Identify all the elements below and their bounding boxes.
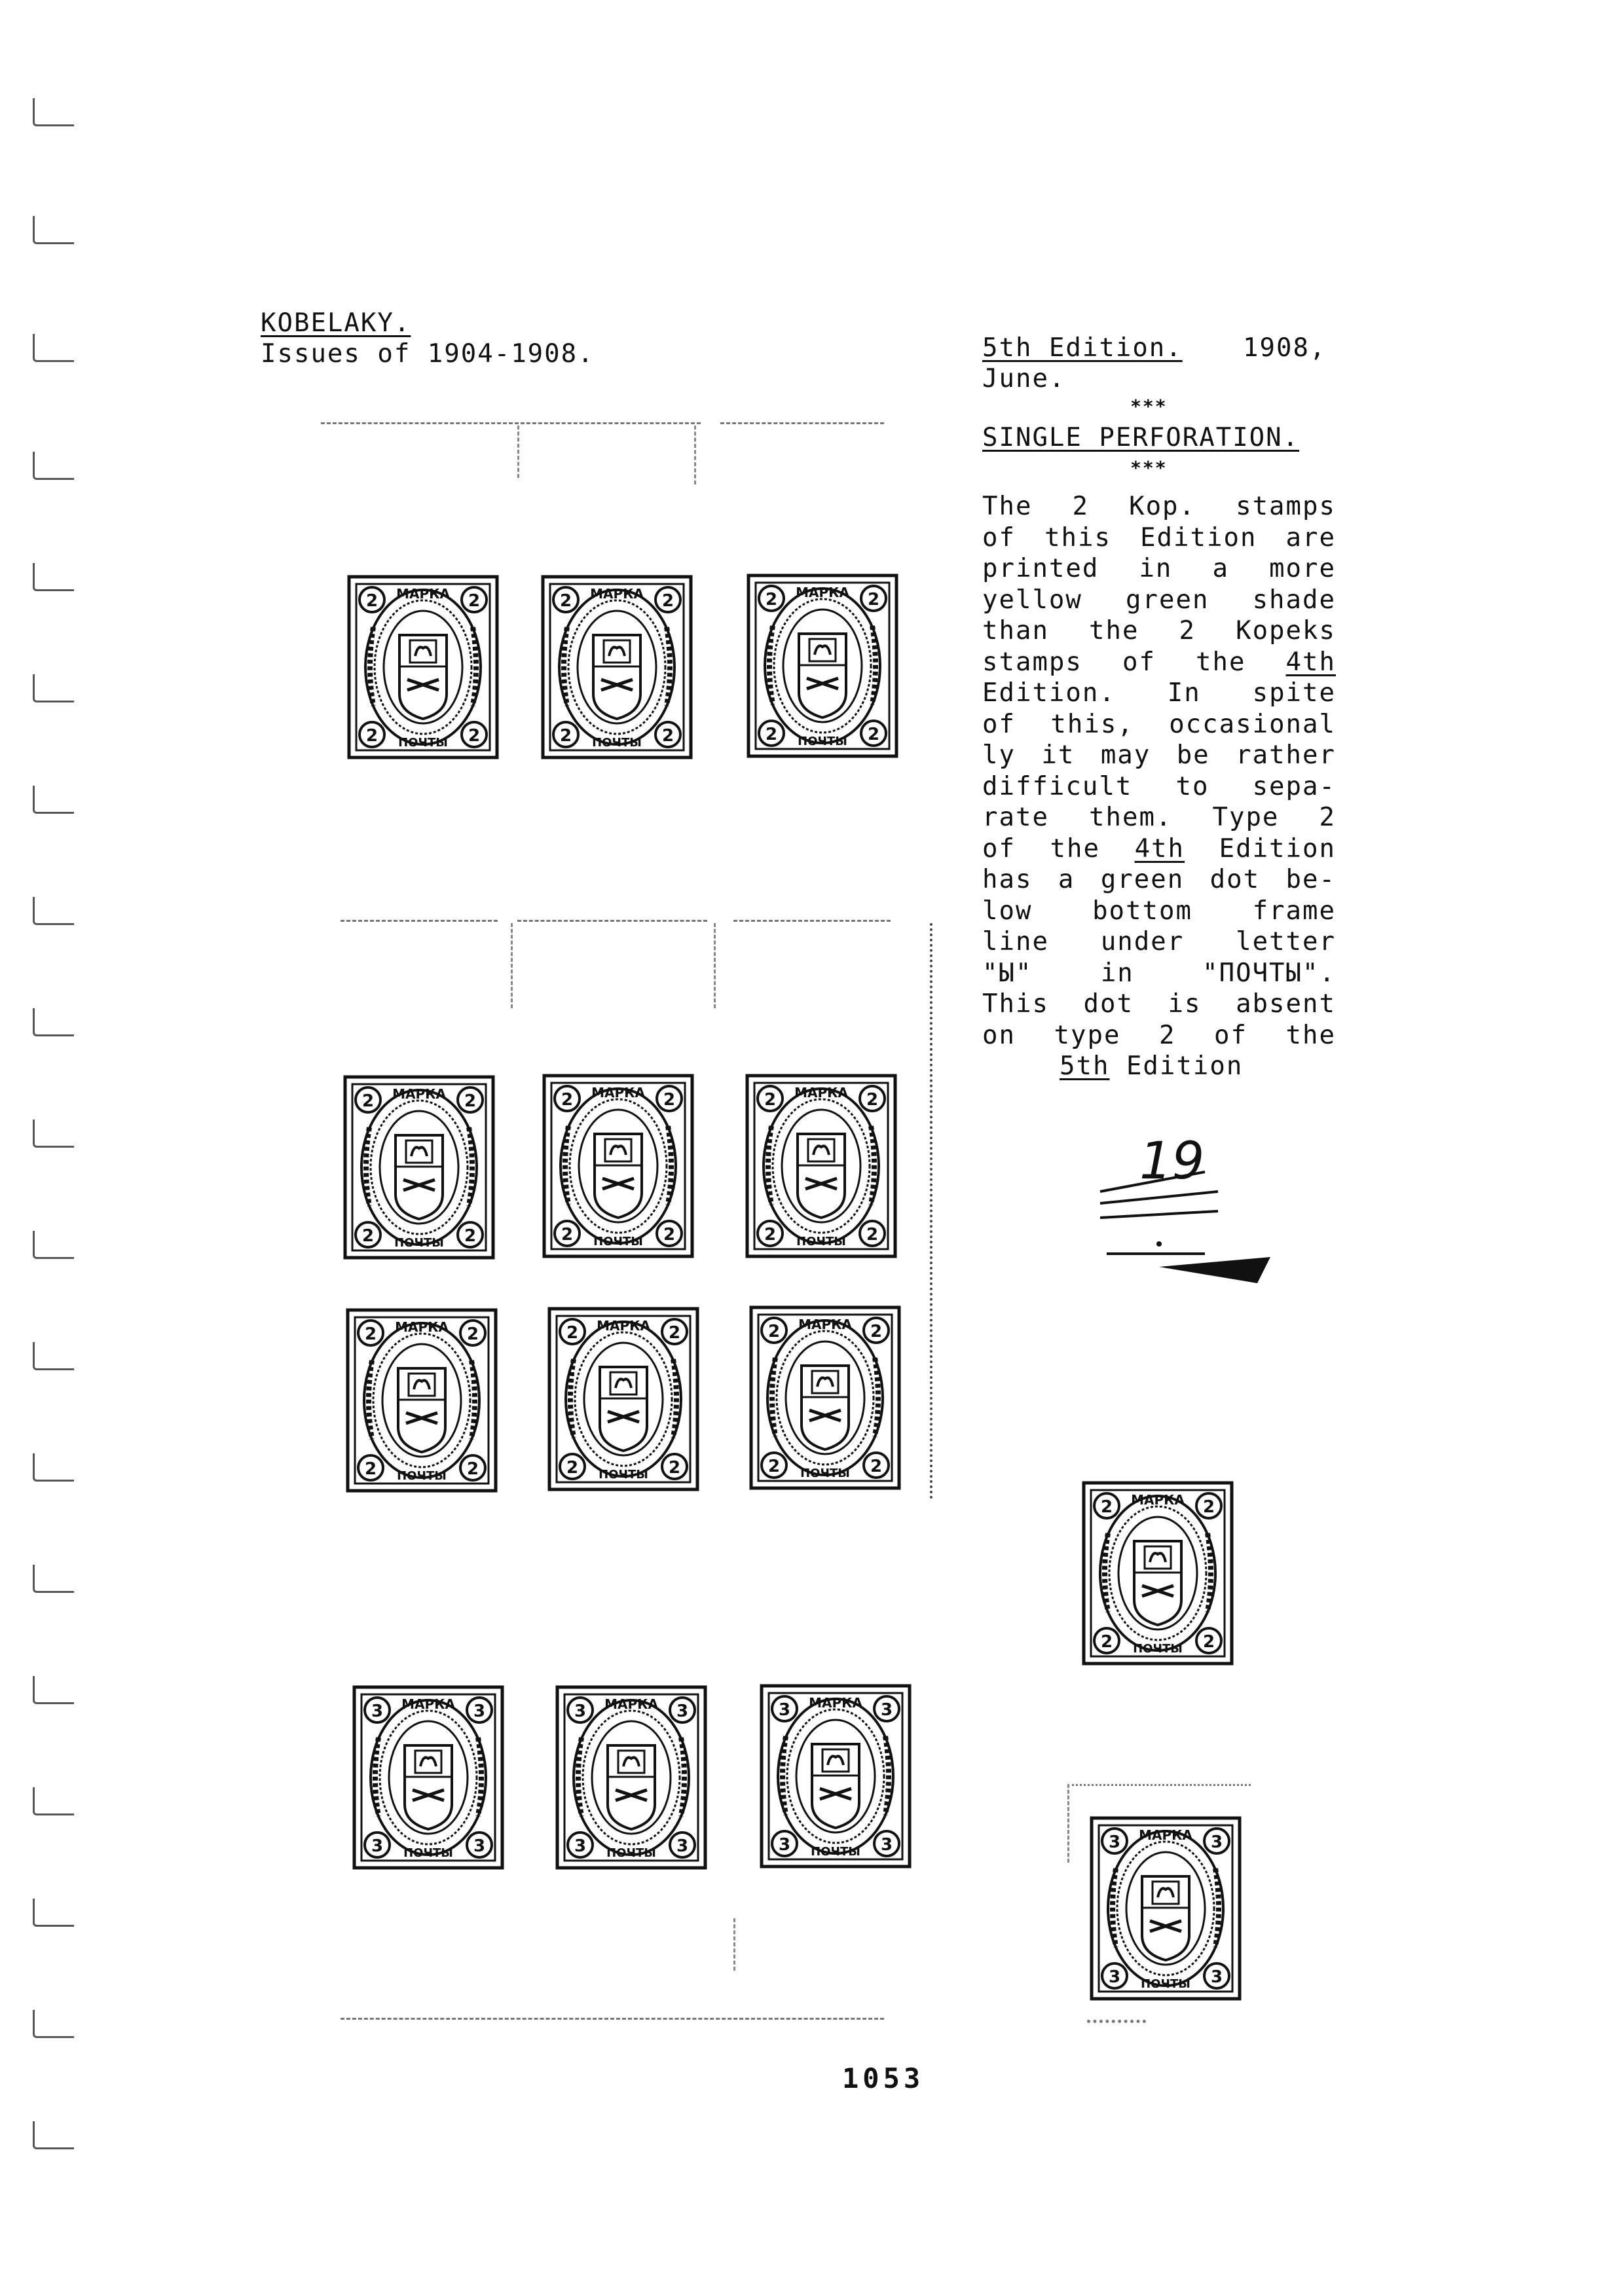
binder-mark: [33, 334, 74, 362]
svg-text:3: 3: [676, 1836, 689, 1856]
stamp-image: [745, 1074, 897, 1258]
stamp-image: [542, 1074, 694, 1258]
stamp: [343, 1075, 495, 1260]
svg-text:МАРКА: МАРКА: [604, 1696, 658, 1712]
page-title: KOBELAKY.: [261, 308, 411, 338]
sheet-edge: [720, 422, 884, 424]
svg-text:ПОЧТЫ: ПОЧТЫ: [796, 1235, 846, 1248]
svg-text:2: 2: [663, 1090, 676, 1110]
binder-mark: [33, 1342, 74, 1370]
svg-text:ПОЧТЫ: ПОЧТЫ: [1141, 1977, 1190, 1991]
svg-text:2: 2: [361, 1226, 375, 1246]
edition-month: June.: [982, 364, 1066, 393]
svg-text:МАРКА: МАРКА: [809, 1695, 862, 1711]
binder-mark: [33, 897, 74, 925]
svg-text:2: 2: [1202, 1632, 1215, 1652]
svg-text:3: 3: [676, 1702, 689, 1721]
binder-mark: [33, 2010, 74, 2038]
svg-text:2: 2: [561, 1090, 574, 1110]
svg-text:2: 2: [668, 1323, 681, 1343]
stamp-image: [1090, 1816, 1242, 2001]
sheet-edge: [341, 920, 498, 922]
svg-text:МАРКА: МАРКА: [796, 585, 849, 600]
perforation-edge: [1067, 1784, 1251, 1786]
description-line: on type 2 of the: [982, 1020, 1336, 1050]
binder-mark: [33, 452, 74, 480]
svg-text:ПОЧТЫ: ПОЧТЫ: [599, 1468, 648, 1482]
svg-text:2: 2: [561, 1225, 574, 1245]
stamp: [1090, 1816, 1242, 2001]
svg-text:2: 2: [764, 1225, 777, 1245]
sheet-edge: [694, 426, 696, 484]
stamp-image: [352, 1685, 504, 1870]
svg-text:2: 2: [765, 725, 778, 744]
stars-divider: ***: [1130, 457, 1168, 479]
sheet-edge: [1067, 1784, 1069, 1863]
perforation-heading: SINGLE PERFORATION.: [982, 423, 1300, 452]
svg-text:ПОЧТЫ: ПОЧТЫ: [403, 1846, 453, 1860]
svg-text:3: 3: [1210, 1967, 1223, 1987]
svg-text:3: 3: [880, 1700, 893, 1720]
svg-text:2: 2: [566, 1323, 579, 1343]
svg-text:МАРКА: МАРКА: [597, 1318, 650, 1334]
svg-text:2: 2: [866, 1225, 879, 1245]
sheet-edge: [511, 923, 513, 1008]
svg-text:3: 3: [1210, 1832, 1223, 1852]
svg-text:2: 2: [364, 1459, 377, 1479]
svg-text:3: 3: [574, 1702, 587, 1721]
svg-text:МАРКА: МАРКА: [1131, 1492, 1185, 1508]
description-line: of this, occasional: [982, 709, 1336, 739]
perforation-edge: [1087, 2020, 1146, 2023]
stamp: [745, 1074, 897, 1258]
stamp: [352, 1685, 504, 1870]
description-line: The 2 Kop. stamps: [982, 492, 1336, 521]
perforation-edge: [930, 923, 932, 1499]
stamp: [547, 1307, 699, 1491]
stamp-image: [747, 574, 898, 758]
description-line: difficult to sepa-: [982, 771, 1336, 801]
page-subtitle: Issues of 1904-1908.: [261, 339, 595, 369]
svg-text:2: 2: [661, 726, 674, 746]
binder-mark: [33, 1787, 74, 1815]
handwritten-number: 19: [1139, 1132, 1205, 1191]
stamp-image: [749, 1305, 901, 1490]
description-line: printed in a more: [982, 554, 1336, 583]
sheet-edge: [341, 2018, 884, 2020]
svg-text:МАРКА: МАРКА: [591, 1085, 645, 1101]
svg-text:2: 2: [765, 590, 778, 610]
svg-text:ПОЧТЫ: ПОЧТЫ: [592, 736, 642, 750]
handwritten-annotation: [1087, 1126, 1283, 1296]
stamp-image: [760, 1684, 912, 1868]
binder-mark: [33, 1676, 74, 1704]
svg-text:3: 3: [880, 1835, 893, 1855]
svg-text:ПОЧТЫ: ПОЧТЫ: [593, 1235, 643, 1248]
svg-text:2: 2: [464, 1091, 477, 1111]
svg-text:2: 2: [361, 1091, 375, 1111]
svg-text:3: 3: [778, 1835, 791, 1855]
svg-text:2: 2: [764, 1090, 777, 1110]
binder-mark: [33, 786, 74, 814]
description-line: Edition. In spite: [982, 678, 1336, 708]
sheet-edge: [517, 920, 707, 922]
binder-mark: [33, 1565, 74, 1593]
svg-text:ПОЧТЫ: ПОЧТЫ: [606, 1846, 656, 1860]
description-line: yellow green shade: [982, 585, 1336, 615]
svg-text:МАРКА: МАРКА: [396, 586, 450, 602]
description-line: "Ы" in "ПОЧТЫ".: [982, 958, 1336, 988]
binder-mark: [33, 1899, 74, 1927]
svg-text:ПОЧТЫ: ПОЧТЫ: [800, 1467, 850, 1480]
svg-text:2: 2: [464, 1226, 477, 1246]
description-line: than the 2 Kopeks: [982, 616, 1336, 646]
svg-text:2: 2: [559, 591, 572, 611]
edition-description: [982, 491, 1336, 1082]
svg-text:2: 2: [663, 1225, 676, 1245]
svg-text:3: 3: [473, 1836, 486, 1856]
svg-text:2: 2: [365, 591, 378, 611]
stamp-image: [1082, 1481, 1234, 1666]
stamp: [747, 574, 898, 758]
description-line: line under letter: [982, 927, 1336, 957]
description-line: of the 4th Edition: [982, 833, 1336, 864]
stamp-image: [555, 1685, 707, 1870]
svg-text:2: 2: [1202, 1497, 1215, 1517]
binder-mark: [33, 674, 74, 702]
svg-text:2: 2: [559, 726, 572, 746]
sheet-edge: [733, 1918, 735, 1971]
svg-text:2: 2: [466, 1324, 479, 1344]
svg-text:ПОЧТЫ: ПОЧТЫ: [398, 736, 448, 750]
stamp: [555, 1685, 707, 1870]
edition-year: 1908,: [1243, 333, 1327, 363]
stamp-image: [343, 1075, 495, 1260]
svg-text:МАРКА: МАРКА: [798, 1317, 852, 1332]
binder-mark: [33, 1231, 74, 1259]
stamp: [346, 1308, 498, 1493]
description-line: stamps of the 4th: [982, 647, 1336, 677]
stamp-image: [541, 575, 693, 759]
svg-text:2: 2: [867, 725, 880, 744]
svg-text:2: 2: [1100, 1497, 1113, 1517]
svg-text:2: 2: [668, 1458, 681, 1478]
svg-text:2: 2: [566, 1458, 579, 1478]
stamp: [749, 1305, 901, 1490]
binder-mark: [33, 2121, 74, 2149]
svg-text:2: 2: [468, 591, 481, 611]
svg-text:ПОЧТЫ: ПОЧТЫ: [811, 1845, 860, 1859]
svg-text:3: 3: [473, 1702, 486, 1721]
sheet-edge: [517, 426, 519, 478]
edition-heading: 5th Edition.: [982, 333, 1183, 363]
svg-text:2: 2: [866, 1090, 879, 1110]
svg-text:МАРКА: МАРКА: [590, 586, 644, 602]
svg-text:МАРКА: МАРКА: [401, 1696, 455, 1712]
svg-text:МАРКА: МАРКА: [794, 1085, 848, 1101]
sheet-edge: [714, 923, 716, 1008]
svg-text:ПОЧТЫ: ПОЧТЫ: [394, 1236, 444, 1250]
stamp-image: [346, 1308, 498, 1493]
svg-text:3: 3: [371, 1702, 384, 1721]
svg-text:2: 2: [1100, 1632, 1113, 1652]
description-line: ly it may be rather: [982, 740, 1336, 770]
description-line: rate them. Type 2: [982, 803, 1336, 832]
svg-text:3: 3: [1108, 1832, 1121, 1852]
svg-text:3: 3: [574, 1836, 587, 1856]
svg-text:2: 2: [870, 1457, 883, 1476]
svg-text:ПОЧТЫ: ПОЧТЫ: [1133, 1642, 1183, 1656]
svg-text:2: 2: [867, 590, 880, 610]
binder-mark: [33, 216, 74, 244]
stamp: [542, 1074, 694, 1258]
svg-text:ПОЧТЫ: ПОЧТЫ: [798, 735, 847, 748]
svg-text:2: 2: [365, 726, 378, 746]
svg-text:2: 2: [468, 726, 481, 746]
stamp: [1082, 1481, 1234, 1666]
svg-text:2: 2: [767, 1457, 781, 1476]
svg-text:2: 2: [767, 1322, 781, 1341]
stamp: [541, 575, 693, 759]
svg-text:2: 2: [661, 591, 674, 611]
stamp-image: [547, 1307, 699, 1491]
svg-text:ПОЧТЫ: ПОЧТЫ: [397, 1469, 447, 1483]
description-line: This dot is absent: [982, 989, 1336, 1019]
binder-mark: [33, 563, 74, 591]
svg-text:2: 2: [466, 1459, 479, 1479]
svg-text:3: 3: [778, 1700, 791, 1720]
stars-divider: ***: [1130, 395, 1168, 417]
stamp-image: [347, 575, 499, 759]
sheet-edge: [733, 920, 891, 922]
svg-text:МАРКА: МАРКА: [392, 1086, 446, 1102]
svg-text:2: 2: [870, 1322, 883, 1341]
svg-text:3: 3: [1108, 1967, 1121, 1987]
description-line: has a green dot be-: [982, 865, 1336, 894]
binder-mark: [33, 1453, 74, 1482]
svg-text:МАРКА: МАРКА: [395, 1319, 449, 1335]
description-line: 5th Edition: [1060, 1051, 1244, 1081]
description-line: low bottom frame: [982, 896, 1336, 926]
sheet-edge: [321, 422, 701, 424]
description-line: of this Edition are: [982, 522, 1336, 553]
binder-mark: [33, 1120, 74, 1148]
binder-mark: [33, 1008, 74, 1036]
stamp: [760, 1684, 912, 1868]
stamp: [347, 575, 499, 759]
page-number: 1053: [842, 2062, 925, 2094]
svg-text:2: 2: [364, 1324, 377, 1344]
svg-text:3: 3: [371, 1836, 384, 1856]
svg-text:МАРКА: МАРКА: [1139, 1827, 1192, 1843]
binder-mark: [33, 98, 74, 126]
